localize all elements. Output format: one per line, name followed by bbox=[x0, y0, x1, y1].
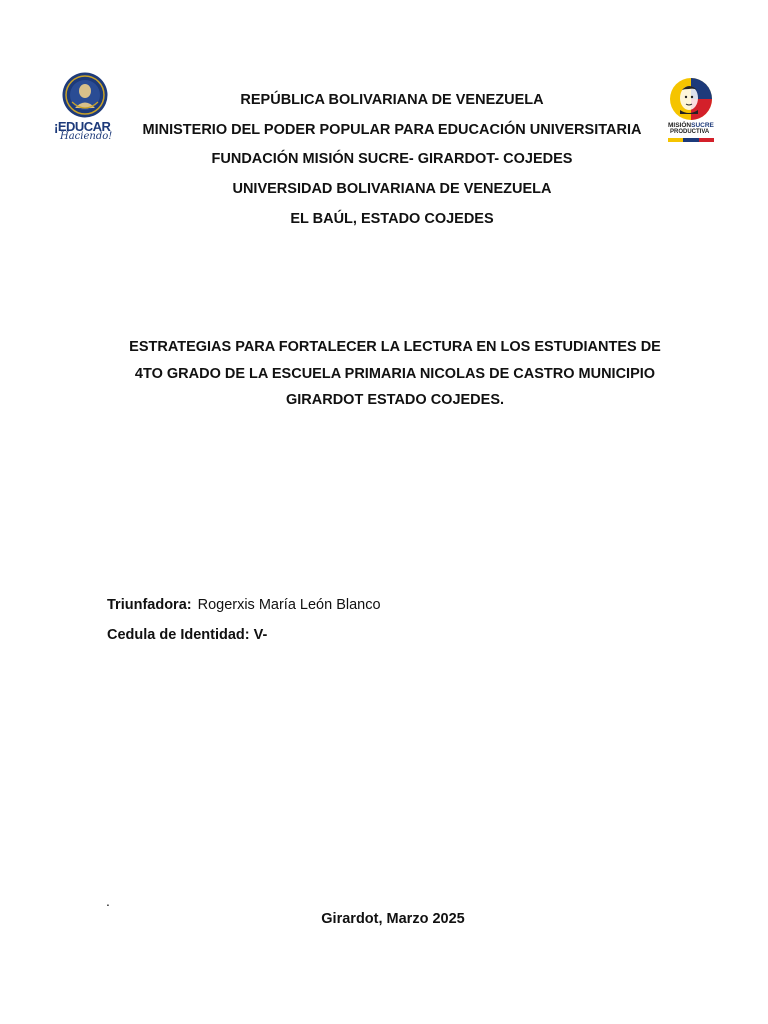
id-row bbox=[107, 627, 267, 643]
header-line-fundacion: FUNDACIÓN MISIÓN SUCRE- GIRARDOT- COJEDES bbox=[211, 151, 573, 167]
educar-wordmark: ¡EDUCAR bbox=[54, 119, 111, 134]
flag-bar bbox=[668, 138, 714, 142]
author-label: Triunfadora: bbox=[107, 597, 192, 613]
header-line-universidad: UNIVERSIDAD BOLIVARIANA DE VENEZUELA bbox=[232, 181, 552, 197]
header-line-republica: REPÚBLICA BOLIVARIANA DE VENEZUELA bbox=[240, 92, 544, 108]
sucre-wordmark: MISIÓNSUCRE bbox=[668, 122, 714, 129]
author-row bbox=[107, 597, 381, 613]
header-line-ministerio: MINISTERIO DEL PODER POPULAR PARA EDUCACIÓN UNIVERSITARIA bbox=[142, 122, 642, 138]
author-name: Rogerxis María León Blanco bbox=[197, 597, 381, 613]
haciendo-wordmark: Haciendo! bbox=[60, 131, 113, 142]
place-date: Girardot, Marzo 2025 bbox=[321, 911, 465, 927]
productiva-wordmark: PRODUCTIVA bbox=[670, 129, 710, 135]
stray-dot: . bbox=[106, 893, 110, 909]
title-line-1: ESTRATEGIAS PARA FORTALECER LA LECTURA EN LOS ESTUDIANTES DE bbox=[129, 339, 661, 355]
header-line-el-baul: EL BAÚL, ESTADO COJEDES bbox=[290, 211, 494, 227]
title-line-3: GIRARDOT ESTADO COJEDES. bbox=[285, 392, 505, 408]
title-line-2: 4TO GRADO DE LA ESCUELA PRIMARIA NICOLAS DE CASTRO MUNICIPIO bbox=[134, 366, 656, 382]
id-label: Cedula de Identidad: V- bbox=[107, 627, 268, 643]
